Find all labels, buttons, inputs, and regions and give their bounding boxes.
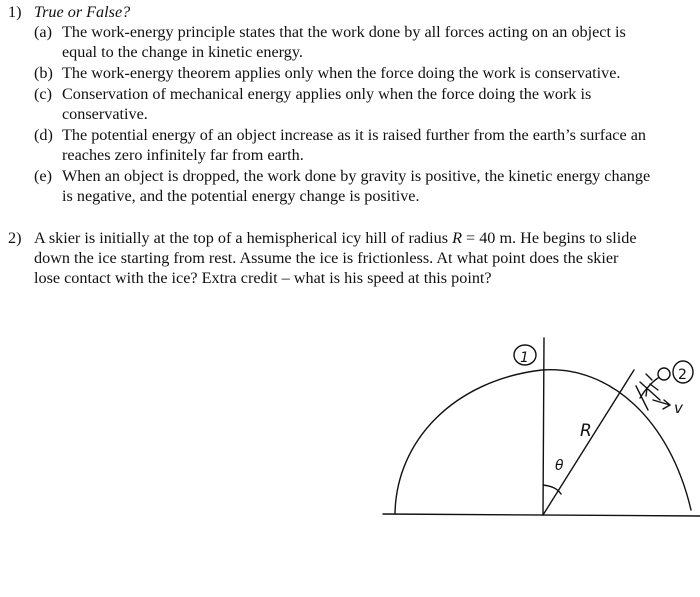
part-d-line-1: The potential energy of an object increase as it is raised further from the earth’s surface an	[62, 126, 647, 144]
question-2-line-3: lose contact with the ice? Extra credit – what is his speed at this point?	[34, 269, 492, 287]
part-a-label: (a)	[34, 23, 52, 41]
ground-line	[383, 514, 700, 516]
part-a-line-1: The work-energy principle states that the work done by all forces acting on an object is	[62, 23, 626, 41]
part-d-label: (d)	[34, 126, 53, 144]
position-2-label: 2	[678, 367, 687, 383]
vertical-radius-line	[543, 338, 544, 515]
part-c-line-1: Conservation of mechanical energy applies only when the force doing the work is	[62, 85, 592, 103]
part-e-line-2: is negative, and the potential energy change is positive.	[62, 187, 420, 205]
slanted-radius-line	[543, 370, 634, 515]
position-1-label: 1	[520, 350, 529, 366]
question-2-line-1-start: A skier is initially at the top of a hemispherical icy hill of radius	[34, 229, 453, 247]
part-e-line-1: When an object is dropped, the work done by gravity is positive, the kinetic energy change	[62, 167, 651, 185]
part-e-label: (e)	[34, 167, 52, 185]
part-c-label: (c)	[34, 85, 52, 103]
radius-label: R	[580, 421, 592, 441]
part-b-line-1: The work-energy theorem applies only when the force doing the work is conservative.	[62, 64, 621, 82]
question-1-title: True or False?	[34, 3, 131, 21]
question-1-number: 1)	[8, 3, 22, 21]
question-2-line-2: down the ice starting from rest. Assume the ice is frictionless. At what point does the skier	[34, 249, 619, 267]
part-d-line-2: reaches zero infinitely far from earth.	[62, 146, 304, 164]
part-c-line-2: conservative.	[62, 105, 148, 123]
part-a-line-2: equal to the change in kinetic energy.	[62, 43, 303, 61]
question-2-number: 2)	[8, 229, 22, 247]
velocity-label: v	[674, 399, 683, 417]
question-2-line-1-end: = 40 m. He begins to slide	[461, 229, 637, 247]
part-b-label: (b)	[34, 64, 53, 82]
radius-variable: R	[452, 229, 462, 247]
angle-label: θ	[555, 458, 564, 474]
